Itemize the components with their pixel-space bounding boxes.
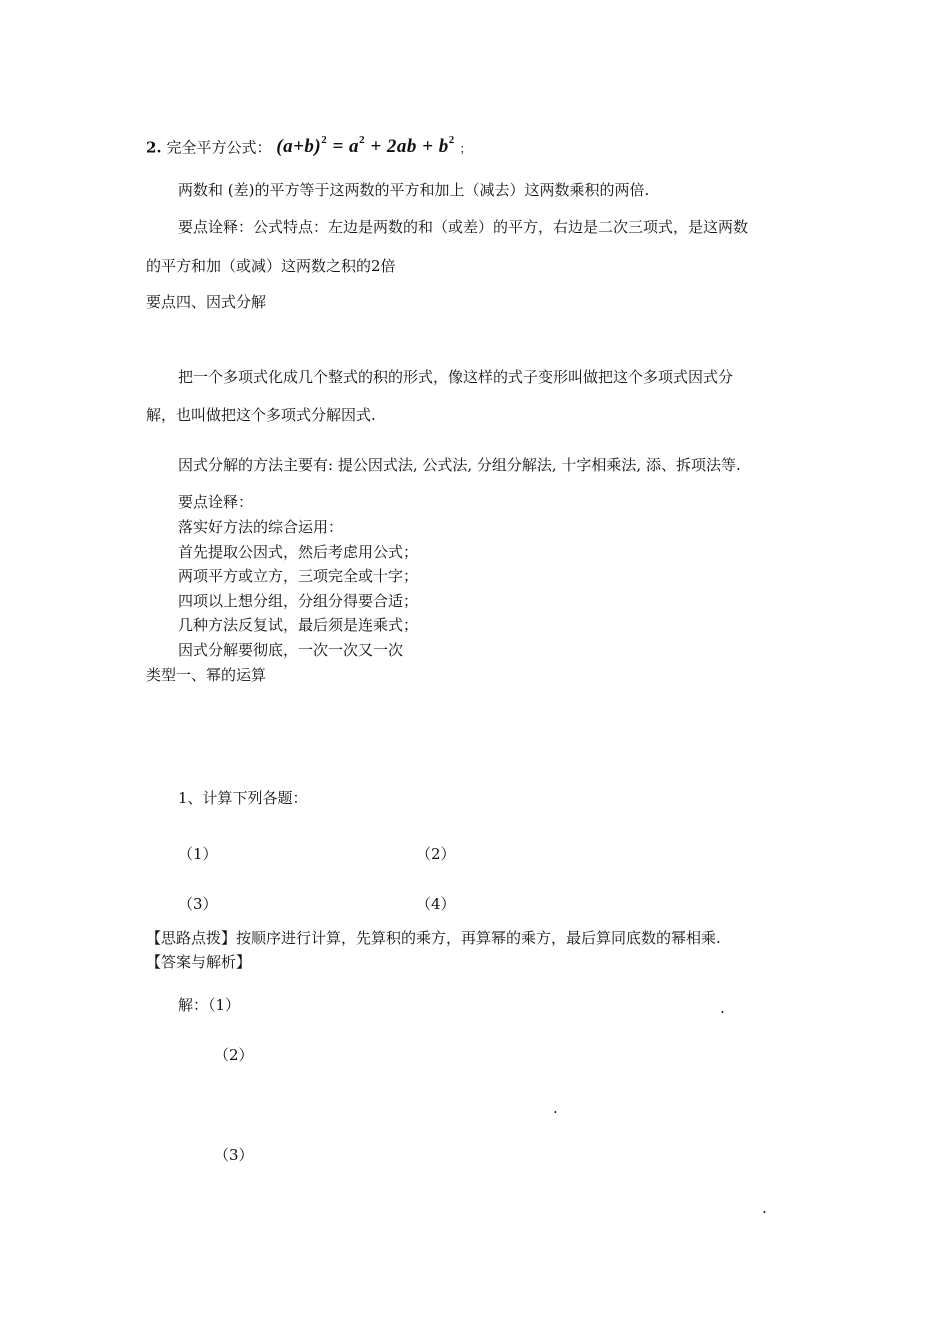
formula-lhs: (a+b) <box>276 136 322 158</box>
problem-item: （4） <box>416 895 456 913</box>
list-item: 首先提取公因式，然后考虑用公式； <box>178 543 419 561</box>
hint: 【思路点拨】按顺序进行计算，先算积的乘方，再算幂的乘方，最后算同底数的幂相乘. <box>146 929 721 947</box>
problem-item: （3） <box>178 895 218 913</box>
paragraph: 要点诠释：公式特点：左边是两数的和（或差）的平方，右边是二次三项式，是这两数 <box>178 218 749 236</box>
problem-item: （2） <box>416 845 456 863</box>
list-item: 因式分解要彻底，一次一次又一次 <box>178 641 404 659</box>
problem-title: 1、计算下列各题： <box>178 789 308 807</box>
formula-tail: ； <box>459 141 472 156</box>
formula-exp: 2 <box>321 134 328 146</box>
period: . <box>720 999 725 1017</box>
paragraph: 的平方和加（或减）这两数之积的2倍 <box>146 257 396 275</box>
paragraph: 解，也叫做把这个多项式分解因式. <box>146 406 376 424</box>
paragraph: 因式分解的方法主要有: 提公因式法, 公式法, 分组分解法, 十字相乘法, 添、拆项法等. <box>178 456 741 474</box>
paragraph: 把一个多项式化成几个整式的积的形式，像这样的式子变形叫做把这个多项式因式分 <box>178 368 734 386</box>
section-heading: 类型一、幂的运算 <box>146 666 267 684</box>
solution-2: （2） <box>214 1046 254 1064</box>
formula-eq: = a <box>327 136 360 158</box>
section-heading: 要点四、因式分解 <box>146 293 267 311</box>
problem-item: （1） <box>178 845 218 863</box>
formula-mid: + 2ab + b <box>365 136 449 158</box>
section-number: 2. <box>146 138 162 157</box>
answer-title: 【答案与解析】 <box>146 953 252 971</box>
formula-b-exp: 2 <box>448 134 455 146</box>
formula-a-exp: 2 <box>359 134 366 146</box>
list-item: 两项平方或立方，三项完全或十字； <box>178 567 419 585</box>
list-item: 落实好方法的综合运用： <box>178 518 344 536</box>
paragraph: 两数和 (差)的平方等于这两数的平方和加上（减去）这两数乘积的两倍. <box>178 181 650 199</box>
period: . <box>762 1199 767 1217</box>
notes-title: 要点诠释： <box>178 493 254 511</box>
period: . <box>553 1099 558 1117</box>
solution-3: （3） <box>214 1146 254 1164</box>
formula-line <box>146 136 472 159</box>
solution-1: 解：（1） <box>178 996 241 1014</box>
formula-label: 完全平方公式： <box>166 138 272 157</box>
list-item: 四项以上想分组，分组分得要合适； <box>178 592 419 610</box>
list-item: 几种方法反复试，最后须是连乘式； <box>178 616 419 634</box>
perfect-square-formula <box>276 136 454 157</box>
